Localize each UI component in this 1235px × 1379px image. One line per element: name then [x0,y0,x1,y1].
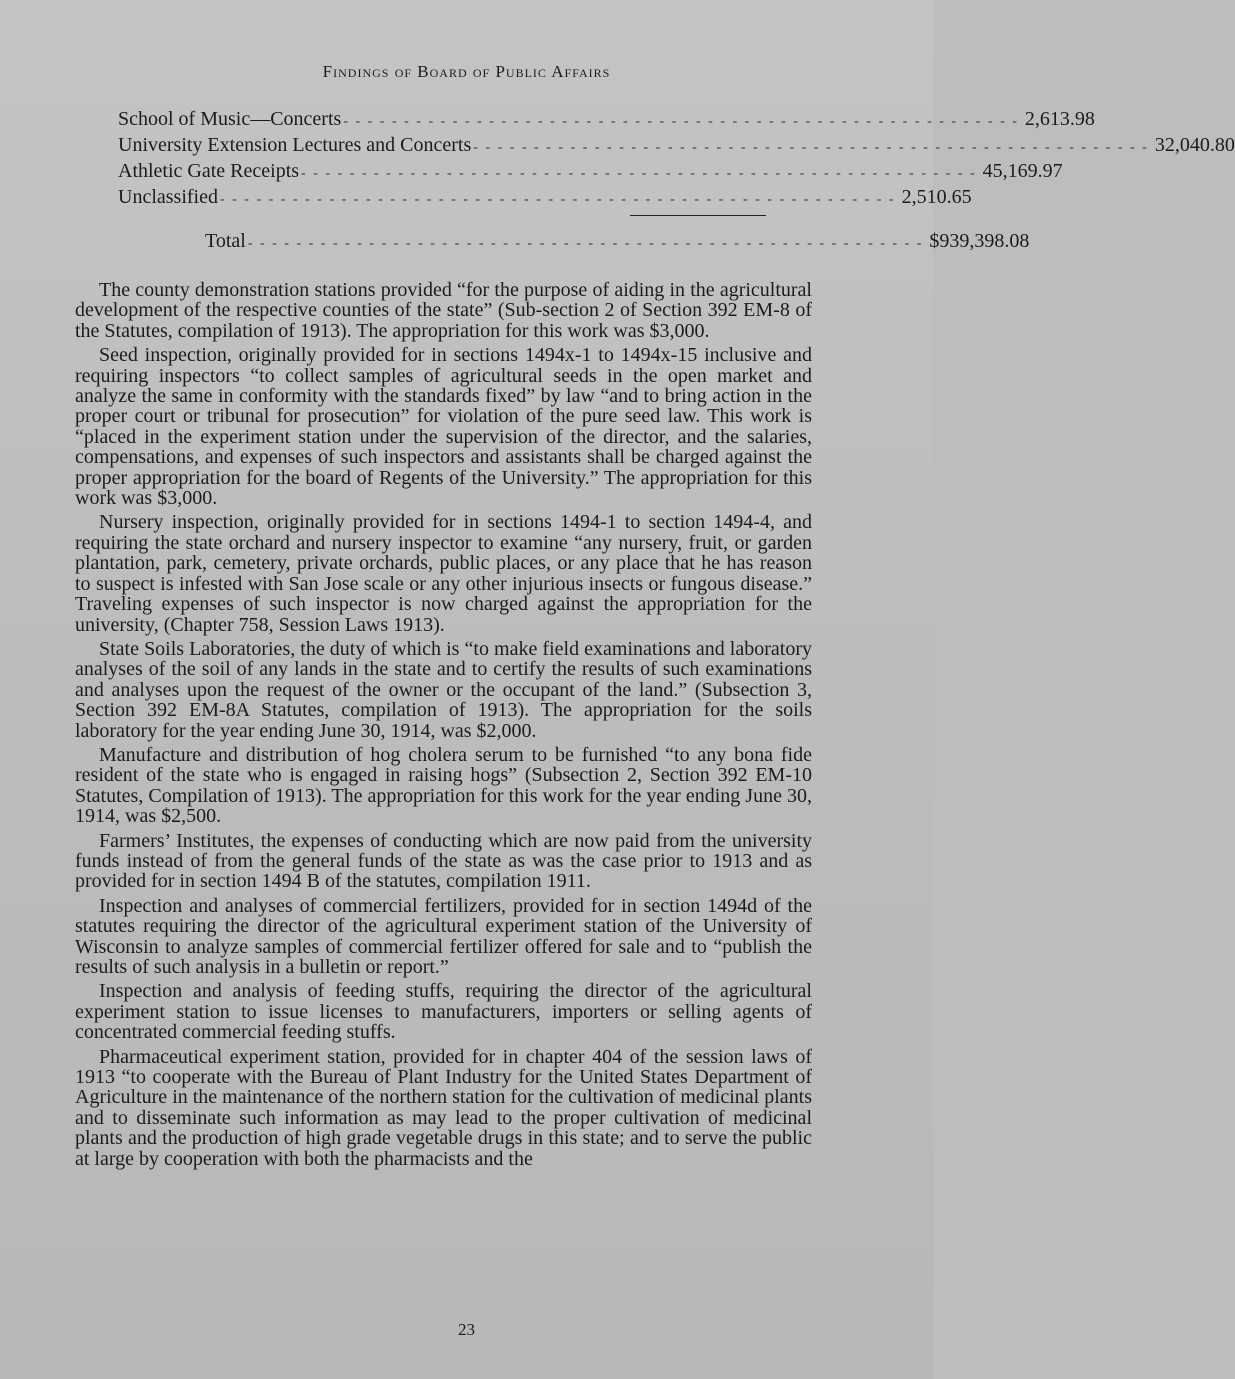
ledger-row [118,186,972,212]
page-number: 23 [458,1320,475,1339]
total-row [205,230,1030,256]
ledger-amount: 32,040.80 [1154,134,1235,156]
total-amount: $939,398.08 [929,230,1030,252]
total-label: Total [205,230,246,252]
paragraph-pharmaceutical-station: Pharmaceutical experiment station, provided for in chapter 404 of the session laws of 1913 “to cooperate with the Bureau of Plant Industry for the United States Department of Agriculture in the maintenance of the northern station for the cultivation of medicinal plants and to disseminate such information as may lead to the proper cultivation of medicinal plants and the production of high grade vegetable drugs in this state; and to serve the public at large by cooperation with both the pharmacists and the [75,1045,812,1170]
dot-leader: - - - - - - - - - - - - - - - - - - - - - - - - - - - - - - - - - - - - - - - - - - - - - - - - - - - - - - - - [473,140,1149,155]
ledger-amount: 2,613.98 [1024,108,1095,130]
ledger-label: School of Music—Concerts [118,108,342,130]
ledger-amount: 2,510.65 [901,186,972,208]
dot-leader: - - - - - - - - - - - - - - - - - - - - - - - - - - - - - - - - - - - - - - - - - - - - - - - - - - - - - - - - [343,114,1019,129]
sum-rule [630,215,766,216]
ledger-amount: 45,169.97 [982,160,1063,182]
dot-leader: - - - - - - - - - - - - - - - - - - - - - - - - - - - - - - - - - - - - - - - - - - - - - - - - - - - - - - - - [219,192,896,207]
ledger-label: Athletic Gate Receipts [118,160,300,182]
ledger-label: University Extension Lectures and Concerts [118,134,472,156]
dot-leader: - - - - - - - - - - - - - - - - - - - - - - - - - - - - - - - - - - - - - - - - - - - - - - - - - - - - - - - - [247,236,924,251]
paragraph-feeding-stuffs: Inspection and analysis of feeding stuffs, requiring the director of the agricultural experiment station to issue licenses to manufacturers, importers or selling agents of concentrated commercial feeding stuffs. [75,980,812,1044]
paragraph-farmers-institutes: Farmers’ Institutes, the expenses of conducting which are now paid from the university funds instead of from the general funds of the state as was the case prior to 1913 and as provided for in section 1494 B of the statutes, compilation 1911. [75,829,812,893]
ledger-label: Unclassified [118,186,218,208]
running-header: Findings of Board of Public Affairs [322,62,611,81]
paragraph-county-demonstration: The county demonstration stations provided “for the purpose of aiding in the agricultural development of the respective counties of the state” (Sub-section 2 of Section 392 EM-8 of the Statutes, compilation of 1913). The appropriation for this work was $3,000. [75,279,812,342]
paragraph-soils-laboratories: State Soils Laboratories, the duty of which is “to make field examinations and laboratory analyses of the soil of any lands in the state and to certify the results of such examinations and analyses upon the request of the owner or the occupant of the land.” (Subsection 3, Section 392 EM-8A Statutes, compilation of 1913). The appropriation for the soils laboratory for the year ending June 30, 1914, was $2,000. [75,637,812,742]
body-text [75,280,812,1173]
paragraph-nursery-inspection: Nursery inspection, originally provided for in sections 1494-1 to section 1494-4, and requiring the state orchard and nursery inspector to examine “any nursery, fruit, or garden plantation, park, cemetery, private orchards, public places, or any place that he has reason to suspect is infested with San Jose scale or any other injurious insects or fungous disease.” Traveling expenses of such inspector is now charged against the appropriation for the university, (Chapter 758, Session Laws 1913). [75,511,812,636]
receipts-ledger [118,108,1235,212]
paragraph-seed-inspection: Seed inspection, originally provided for in sections 1494x-1 to 1494x-15 inclusive and requiring inspectors “to collect samples of agricultural seeds in the open market and analyze the same in conformity with the standards fixed” by law “and to bring action in the proper court or tribunal for prosecution” for violation of the pure seed law. This work is “placed in the experiment station under the supervision of the director, and the salaries, compensations, and expenses of such inspectors and assistants shall be charged against the proper appropriation for the board of Regents of the University.” The appropriation for this work was $3,000. [75,344,812,510]
dot-leader: - - - - - - - - - - - - - - - - - - - - - - - - - - - - - - - - - - - - - - - - - - - - - - - - - - - - - - - - [301,166,977,181]
paragraph-fertilizers: Inspection and analyses of commercial fertilizers, provided for in section 1494d of the statutes requiring the director of the agricultural experiment station of the University of Wisconsin to analyze samples of commercial fertilizer offered for sale and to “publish the results of such analysis in a bulletin or report.” [75,894,812,978]
ledger-row [118,134,1235,160]
ledger-row [118,160,1063,186]
paragraph-hog-cholera-serum: Manufacture and distribution of hog cholera serum to be furnished “to any bona fide resident of the state who is engaged in raising hogs” (Subsection 2, Section 392 EM-10 Statutes, Compilation of 1913). The appropriation for this work for the year ending June 30, 1914, was $2,500. [75,743,812,828]
ledger-row [118,108,1095,134]
